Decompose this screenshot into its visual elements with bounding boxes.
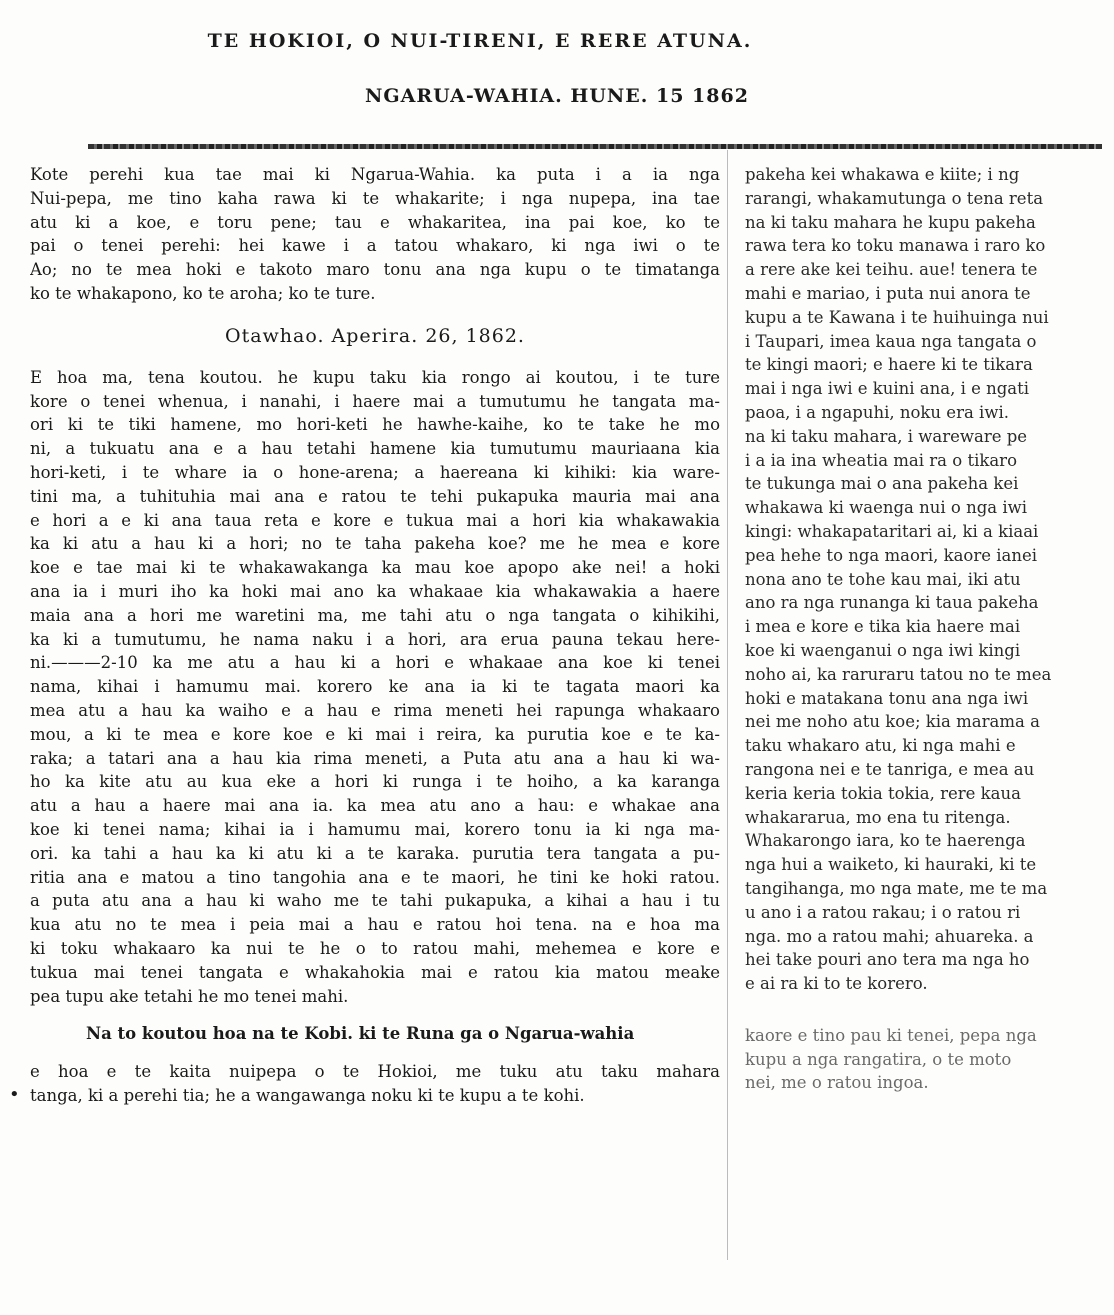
- text-line: ana ia i muri iho ka hoki mai ano ka whakaae kia whakawakia a haere: [30, 581, 720, 601]
- letter-signature: Na to koutou hoa na te Kobi. ki te Runa ga o Ngarua-wahia: [86, 1024, 635, 1044]
- text-line: ka ki a tumutumu, he nama naku i a hori, ara erua pauna tekau here-: [30, 629, 720, 649]
- right-column: [745, 163, 1100, 1095]
- text-line: a puta atu ana a hau ki waho me te tahi pukapuka, a kihai a hau i tu: [30, 891, 720, 911]
- text-line: E hoa ma, tena koutou. he kupu taku kia rongo ai koutou, i te ture: [30, 367, 720, 387]
- dateline: NGARUA-WAHIA. HUNE. 15 1862: [365, 85, 749, 107]
- text-line: i a ia ina wheatia mai ra o tikaro: [745, 450, 1018, 470]
- text-line: ho ka kite atu au kua eke a hori ki runga i te hoiho, a ka karanga: [30, 772, 720, 792]
- text-line: rarangi, whakamutunga o tena reta: [745, 188, 1044, 208]
- text-line: rawa tera ko toku manawa i raro ko: [745, 236, 1046, 256]
- text-line: nei me noho atu koe; kia marama a: [745, 712, 1040, 732]
- right-column-body: [745, 163, 1100, 996]
- text-line: kupu a nga rangatira, o te moto: [745, 1049, 1012, 1069]
- text-line: maia ana a hori me waretini ma, me tahi atu o nga tangata o kihikihi,: [30, 605, 720, 625]
- text-line: nga hui a waiketo, ki hauraki, ki te: [745, 855, 1037, 875]
- text-line: Nui-pepa, me tino kaha rawa ki te whakarite; i nga nupepa, ina tae: [30, 188, 720, 208]
- text-line: atu ki a koe, e toru pene; tau e whakaritea, ina pai koe, ko te: [30, 212, 720, 232]
- text-line: pea hehe to nga maori, kaore ianei: [745, 545, 1038, 565]
- text-line: Kote perehi kua tae mai ki Ngarua-Wahia. ka puta i a ia nga: [30, 165, 720, 184]
- text-line: ko te whakapono, ko te aroha; ko te ture.: [30, 283, 376, 303]
- text-line: te kingi maori; e haere ki te tikara: [745, 355, 1033, 375]
- text-line: e hori a e ki ana taua reta e kore e tukua mai a hori kia whakawakia: [30, 510, 720, 530]
- text-line: nei, me o ratou ingoa.: [745, 1073, 929, 1093]
- text-line: pai o tenei perehi: hei kawe i a tatou whakaro, ki nga iwi o te: [30, 236, 720, 256]
- text-line: raka; a tatari ana a hau kia rima meneti, a Puta atu ana a hau ki wa-: [30, 748, 720, 768]
- closing-paragraph: [30, 1060, 720, 1108]
- text-line: kupu a te Kawana i te huihuinga nui: [745, 307, 1049, 327]
- text-line: hei take pouri ano tera ma nga ho: [745, 950, 1030, 970]
- letter-body: [30, 366, 720, 1009]
- text-line: nama, kihai i hamumu mai. korero ke ana ia ki te tagata maori ka: [30, 677, 720, 697]
- text-line: ano ra nga runanga ki taua pakeha: [745, 593, 1039, 613]
- masthead-title: TE HOKIOI, O NUI-TIRENI, E RERE ATUNA.: [207, 30, 753, 52]
- text-line: ni, a tukuatu ana e a hau tetahi hamene kia tumutumu mauriaana kia: [30, 439, 720, 459]
- text-line: u ano i a ratou rakau; i o ratou ri: [745, 902, 1021, 922]
- text-line: kore o tenei whenua, i nanahi, i haere mai a tumutumu he tangata ma-: [30, 391, 720, 411]
- text-line: atu a hau a haere mai ana ia. ka mea atu ano a hau: e whakae ana: [30, 796, 720, 816]
- text-line: na ki taku mahara he kupu pakeha: [745, 212, 1036, 232]
- text-line: tangihanga, mo nga mate, me te ma: [745, 878, 1048, 898]
- text-line: mai i nga iwi e kuini ana, i e ngati: [745, 379, 1030, 399]
- text-line: kaore e tino pau ki tenei, pepa nga: [745, 1025, 1037, 1045]
- text-line: noho ai, ka raruraru tatou no te mea: [745, 664, 1052, 684]
- right-column-closing: [745, 1024, 1100, 1095]
- text-line: paoa, i a ngapuhi, noku era iwi.: [745, 402, 1009, 422]
- text-line: ka ki atu a hau ki a hori; no te taha pakeha koe? me he mea e kore: [30, 534, 720, 554]
- text-line: koe ki waenganui o nga iwi kingi: [745, 640, 1021, 660]
- text-line: tanga, ki a perehi tia; he a wangawanga noku ki te kupu a te kohi.: [30, 1085, 585, 1105]
- text-line: i mea e kore e tika kia haere mai: [745, 617, 1021, 637]
- text-line: a rere ake kei teihu. aue! tenera te: [745, 260, 1038, 280]
- text-line: pakeha kei whakawa e kiite; i ng: [745, 165, 1020, 184]
- text-line: i Taupari, imea kaua nga tangata o: [745, 331, 1037, 351]
- text-line: mou, a ki te mea e kore koe e ki mai i reira, ka purutia koe e te ka-: [30, 724, 720, 744]
- letter-heading: Otawhao. Aperira. 26, 1862.: [225, 324, 525, 347]
- text-line: ori ki te tiki hamene, mo hori-keti he hawhe-kaihe, ko te take he mo: [30, 415, 720, 435]
- text-line: hori-keti, i te whare ia o hone-arena; a haereana ki kihiki: kia ware-: [30, 462, 720, 482]
- left-column: [30, 163, 720, 1108]
- text-line: mahi e mariao, i puta nui anora te: [745, 283, 1031, 303]
- text-line: kua atu no te mea i peia mai a hau e ratou hoi tena. na e hoa ma: [30, 915, 720, 935]
- text-line: nona ano te tohe kau mai, iki atu: [745, 569, 1021, 589]
- text-line: ritia ana e matou a tino tangohia ana e te maori, he tini ke hoki ratou.: [30, 867, 720, 887]
- text-line: e hoa e te kaita nuipepa o te Hokioi, me tuku atu taku mahara: [30, 1062, 720, 1082]
- text-line: nga. mo a ratou mahi; ahuareka. a: [745, 926, 1034, 946]
- text-line: ki toku whakaaro ka nui te he o to ratou mahi, mehemea e kore e: [30, 938, 720, 958]
- text-line: rangona nei e te tanriga, e mea au: [745, 759, 1035, 779]
- column-rule: [727, 150, 728, 1260]
- text-line: whakawa ki waenga nui o nga iwi: [745, 498, 1028, 518]
- text-line: hoki e matakana tonu ana nga iwi: [745, 688, 1029, 708]
- text-line: e ai ra ki to te korero.: [745, 974, 928, 994]
- margin-dot: •: [9, 1084, 20, 1105]
- text-line: tini ma, a tuhituhia mai ana e ratou te tehi pukapuka mauria mai ana: [30, 486, 720, 506]
- text-line: keria keria tokia tokia, rere kaua: [745, 783, 1021, 803]
- text-line: taku whakaro atu, ki nga mahi e: [745, 736, 1016, 756]
- text-line: koe ki tenei nama; kihai ia i hamumu mai, korero tonu ia ki nga ma-: [30, 819, 720, 839]
- text-line: pea tupu ake tetahi he mo tenei mahi.: [30, 986, 349, 1006]
- text-line: tukua mai tenei tangata e whakahokia mai e ratou kia matou meake: [30, 962, 720, 982]
- text-line: te tukunga mai o ana pakeha kei: [745, 474, 1019, 494]
- masthead-rule: [88, 144, 1102, 149]
- text-line: kingi: whakapataritari ai, ki a kiaai: [745, 521, 1039, 541]
- text-line: mea atu a hau ka waiho e a hau e rima meneti hei rapunga whakaaro: [30, 700, 720, 720]
- text-line: koe e tae mai ki te whakawakanga ka mau koe apopo ake nei! a hoki: [30, 558, 720, 578]
- text-line: na ki taku mahara, i wareware pe: [745, 426, 1028, 446]
- text-line: ni.———2-10 ka me atu a hau ki a hori e whakaae ana koe ki tenei: [30, 653, 720, 673]
- text-line: Whakarongo iara, ko te haerenga: [745, 831, 1026, 851]
- text-line: ori. ka tahi a hau ka ki atu ki a te karaka. purutia tera tangata a pu-: [30, 843, 720, 863]
- text-line: whakararua, mo ena tu ritenga.: [745, 807, 1011, 827]
- intro-paragraph: [30, 163, 720, 306]
- text-line: Ao; no te mea hoki e takoto maro tonu ana nga kupu o te timatanga: [30, 260, 720, 280]
